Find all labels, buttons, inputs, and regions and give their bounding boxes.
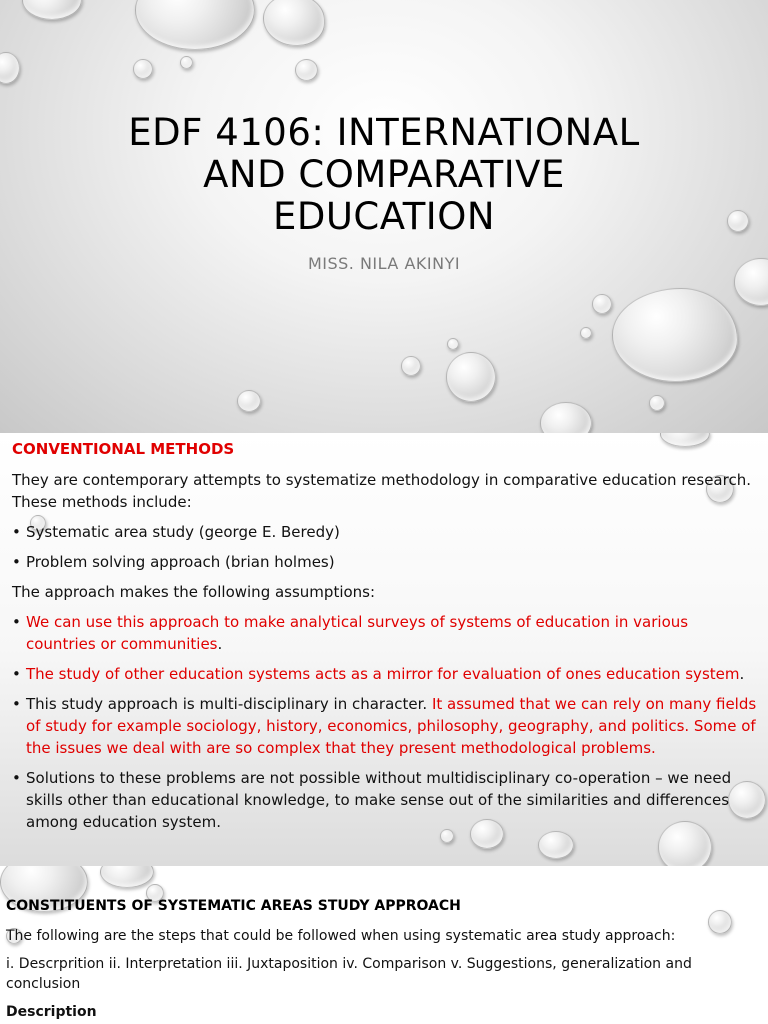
section-heading: CONVENTIONAL METHODS xyxy=(12,440,235,458)
steps-paragraph: i. Descrprition ii. Interpretation iii. Juxtaposition iv. Comparison v. Suggestions, generalization and conclusion xyxy=(6,956,692,992)
assumption-punctuation: . xyxy=(217,635,223,653)
water-drop-decoration xyxy=(180,56,193,69)
water-drop-decoration xyxy=(135,0,255,50)
water-drop-decoration xyxy=(446,352,496,402)
title-slide xyxy=(0,0,768,433)
water-drop-decoration xyxy=(133,59,153,79)
assumption-highlight: It assumed that we can rely on many fields of study for example sociology, history, economics, philosophy, geography, and politics. Some of the issues we deal with are so complex that they present methodological problems. xyxy=(26,695,757,757)
section-heading: CONSTITUENTS OF SYSTEMATIC AREAS STUDY APPROACH xyxy=(6,898,461,914)
presenter-name: MISS. NILA AKINYI xyxy=(307,254,461,273)
assumption-text: This study approach is multi-disciplinary in character. xyxy=(26,695,432,713)
conventional-methods-slide xyxy=(0,433,768,866)
list-item: • Problem solving approach (brian holmes) xyxy=(12,551,760,573)
water-drop-decoration xyxy=(263,0,325,46)
slide-body xyxy=(12,469,760,841)
water-drop-decoration xyxy=(22,0,82,20)
intro-paragraph: The following are the steps that could be followed when using systematic area study approach: xyxy=(6,928,676,944)
list-item xyxy=(12,693,760,759)
water-drop-decoration xyxy=(401,356,421,376)
water-drop-decoration xyxy=(295,59,318,81)
water-drop-decoration xyxy=(580,327,592,339)
water-drop-decoration xyxy=(727,210,749,232)
list-item: • Systematic area study (george E. Beredy) xyxy=(12,521,760,543)
water-drop-decoration xyxy=(592,294,612,314)
water-drop-decoration xyxy=(734,258,768,306)
water-drop-decoration xyxy=(100,866,154,888)
list-item xyxy=(12,611,760,655)
water-drop-decoration xyxy=(649,395,665,411)
presentation-title: EDF 4106: INTERNATIONAL AND COMPARATIVE EDUCATION xyxy=(128,111,640,238)
slide-body xyxy=(6,926,756,1024)
water-drop-decoration xyxy=(612,288,738,382)
assumption-text: The study of other education systems acts as a mirror for evaluation of ones education system xyxy=(26,665,740,683)
list-item: • Solutions to these problems are not possible without multidisciplinary co-operation – we need skills other than educational knowledge, to make sense out of the similarities and differences among education system. xyxy=(12,767,760,833)
assumption-punctuation: . xyxy=(739,665,745,683)
water-drop-decoration xyxy=(660,433,710,447)
subheading: Description xyxy=(6,1004,97,1020)
assumption-text: We can use this approach to make analytical surveys of systems of education in various countries or communities xyxy=(26,613,689,653)
intro-paragraph: They are contemporary attempts to systematize methodology in comparative education research. These methods include: xyxy=(12,471,751,511)
water-drop-decoration xyxy=(540,402,592,433)
water-drop-decoration xyxy=(447,338,459,350)
constituents-slide xyxy=(0,866,768,1024)
water-drop-decoration xyxy=(0,52,20,84)
list-item xyxy=(12,663,760,685)
assumptions-intro: The approach makes the following assumptions: xyxy=(12,583,376,601)
water-drop-decoration xyxy=(237,390,261,412)
